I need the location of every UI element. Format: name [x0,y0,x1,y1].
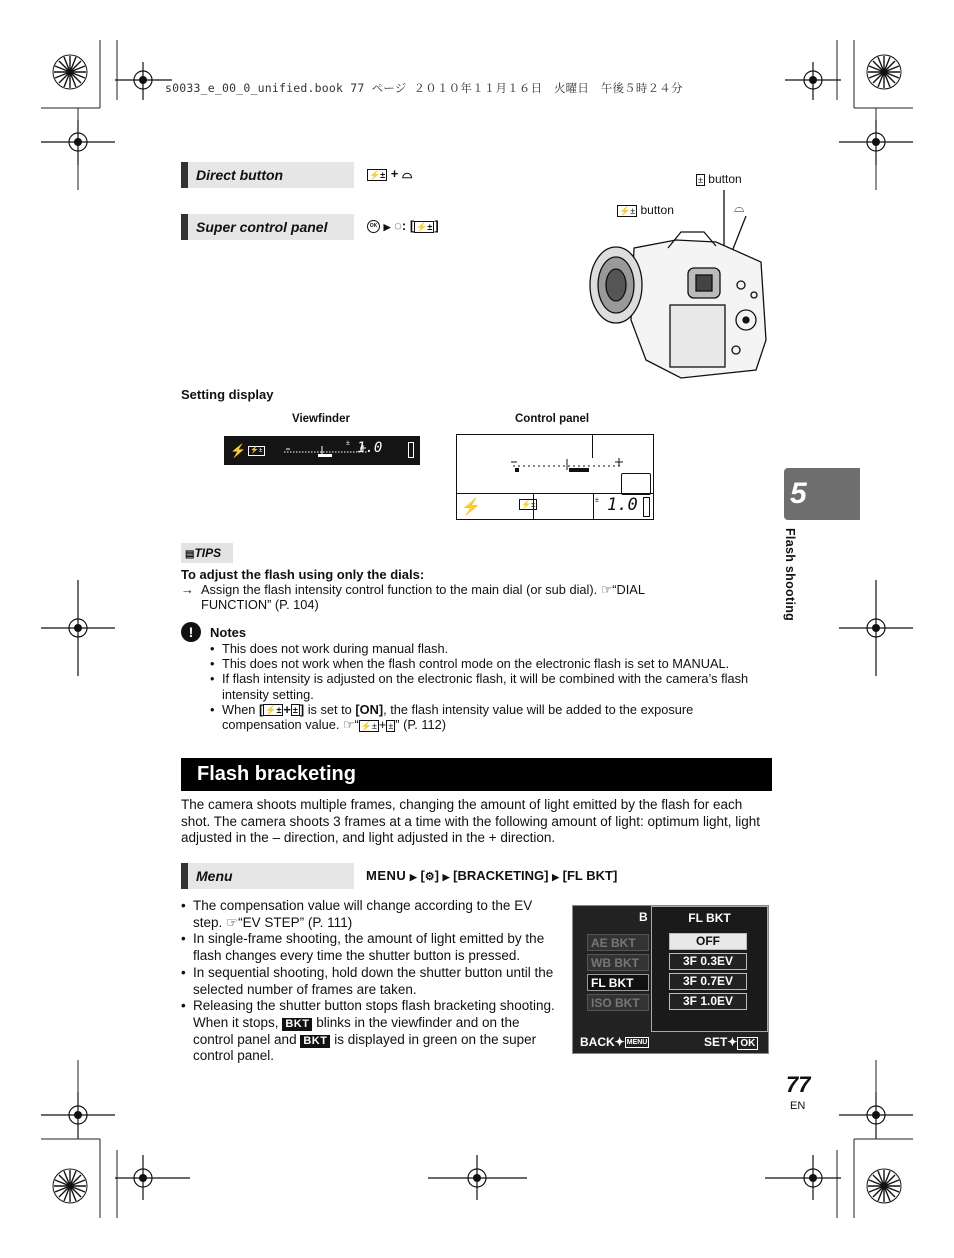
control-panel-readout: 1.0 [607,495,638,515]
bkt-indicator-icon: BKT [282,1018,312,1031]
bullet-item: • In single-frame shooting, the amount of light emitted by the flash changes every time the shutter button is pressed. [181,931,556,964]
cp-flash-comp-icon: ⚡± [521,500,536,509]
direct-button-label: Direct button [181,162,354,188]
viewfinder-readout: 1.0 [357,440,383,456]
chapter-tab: 5 [784,468,860,520]
control-panel-label: Control panel [515,413,590,425]
menu-item-wb-bkt[interactable]: WB BKT [587,954,649,971]
super-control-panel-value [367,218,439,233]
exposure-compensation-icon: ± [698,174,703,185]
back-hint: BACK✦ MENU [580,1035,648,1049]
tips-heading: To adjust the flash using only the dials: [181,567,425,582]
option-3f-1-0ev[interactable]: 3F 1.0EV [669,993,747,1010]
note-item: • This does not work during manual flash. [208,641,773,656]
ok-button-icon: OK [367,220,380,233]
reference-icon: ☞ [226,914,239,930]
flash-button-callout: ⚡± button [619,203,674,217]
note-item: • When [ ⚡± + ± ] is set to [ON], the flash intensity value will be added to the exposure compensation value. ☞“ ⚡± + ± ” (P. 112) [208,702,773,732]
plus-minus-icon: ± [346,440,350,447]
arrow-right-icon: ▶ [442,872,450,882]
book-header: s0033_e_00_0_unified.book 77 ページ ２０１０年１１月１６日 火曜日 午後５時２４分 [165,81,683,95]
arrow-right-icon: ▶ [383,222,391,232]
bullet-list [181,898,556,1065]
custom-menu-icon: ⚙ [424,871,435,883]
set-hint: SET✦ OK [704,1031,758,1053]
setting-display-title: Setting display [181,387,274,402]
reference-icon: ☞ [600,582,613,597]
cp-plus-minus-icon: ± [595,497,599,504]
fl-bkt-popup: FL BKT OFF 3F 0.3EV 3F 0.7EV 3F 1.0EV [651,906,768,1032]
dial-callout-icon: ⌓ [734,200,745,215]
chapter-label: Flash shooting [783,528,797,622]
flash-comp-indicator-icon: ⚡± [250,447,263,454]
arrow-pad-icon: ◌: [394,218,407,233]
flash-compensation-icon: ⚡± [369,169,386,180]
menu-row-label: Menu [181,863,354,889]
plus-sign: + [390,166,399,181]
viewfinder-display [224,436,420,465]
menu-path: MENU ▶ [⚙] ▶ [BRACKETING] ▶ [FL BKT] [366,868,618,883]
bullet-item: • In sequential shooting, hold down the shutter button until the selected number of frames are taken. [181,965,556,998]
language-code: EN [790,1100,806,1112]
arrow-right-icon: ▶ [409,872,417,882]
section-title: Flash bracketing [181,758,772,791]
arrow-right-icon: ▶ [552,872,560,882]
caution-icon: ! [181,622,201,642]
cp-flash-icon: ⚡ [461,499,481,516]
flash-compensation-bracket-icon: [ ⚡± ] [409,218,439,233]
note-item: • This does not work when the flash control mode on the electronic flash is set to MANUAL. [208,656,773,671]
menu-item-fl-bkt[interactable]: FL BKT [587,974,649,991]
direct-button-value [367,166,412,182]
exposure-button-callout: ± button [698,172,742,186]
intro-paragraph: The camera shoots multiple frames, changing the amount of light emitted by the flash for each shot. The camera shoots 3 frames at a time with the following amount of light: optimum light, light adjusted in the – direction, and light adjusted in the + direction. [181,797,761,845]
note-icon: ▤ [185,549,195,560]
menu-item-iso-bkt[interactable]: ISO BKT [587,994,649,1011]
menu-footer [573,1031,768,1053]
notes-heading: Notes [210,625,247,640]
page-number: 77 [786,1072,811,1097]
bkt-indicator-icon: BKT [300,1035,330,1048]
camera-illustration [586,190,772,380]
control-panel-display [456,434,654,520]
dial-icon: ⌓ [402,166,413,181]
battery-icon [408,442,414,458]
viewfinder-label: Viewfinder [292,413,350,425]
notes-list [208,641,773,732]
option-3f-0-7ev[interactable]: 3F 0.7EV [669,973,747,990]
tips-badge: ▤TIPS [181,543,233,563]
menu-item-ae-bkt[interactable]: AE BKT [587,934,649,951]
tips-text: → Assign the flash intensity control function to the main dial (or sub dial). ☞“DIAL FUNCTION” (P. 104) [181,582,645,613]
reference-icon: ☞ [342,717,355,733]
arrow-glyph: → [181,582,194,597]
bullet-item: • The compensation value will change according to the EV step. ☞“EV STEP” (P. 111) [181,898,556,931]
option-3f-0-3ev[interactable]: 3F 0.3EV [669,953,747,970]
cp-battery-icon [643,497,650,517]
control-panel-exposure-scale [509,457,627,473]
bullet-item: • Releasing the shutter button stops flash bracketing shooting. When it stops, BKT blinks in the viewfinder and on the control panel and BKT is displayed in green on the super control panel. [181,998,556,1065]
super-control-panel-label: Super control panel [181,214,354,240]
note-item: • If flash intensity is adjusted on the electronic flash, it will be combined with the camera’s flash intensity setting. [208,671,773,701]
flash-compensation-small-icon: ⚡± [619,205,636,216]
menu-screen: B AE BKT WB BKT FL BKT ISO BKT FL BKT OFF 3F 0.3EV 3F 0.7EV 3F 1.0EV BACK✦ MENU SET✦ OK [572,905,769,1054]
option-off[interactable]: OFF [669,933,747,950]
flash-icon: ⚡ [230,443,247,458]
